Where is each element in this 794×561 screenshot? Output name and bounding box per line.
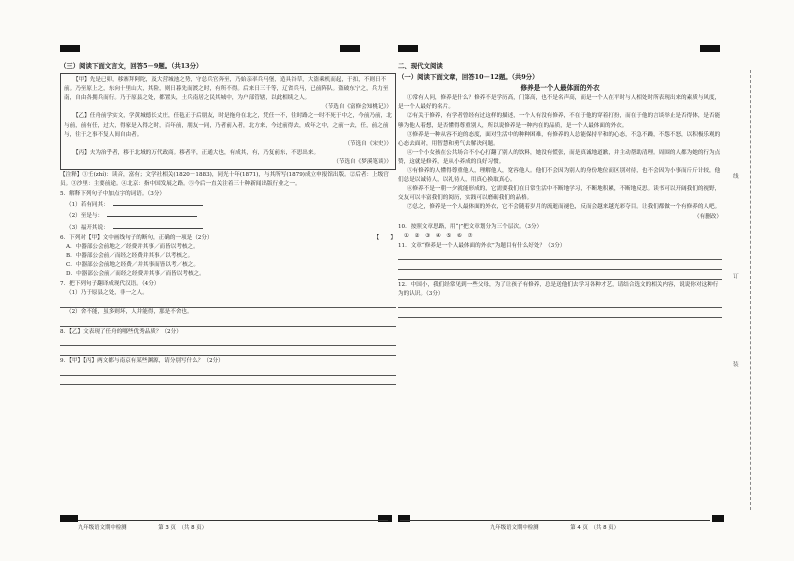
footer-page-4 bbox=[400, 520, 710, 531]
answer-row: （2）至是与： bbox=[60, 210, 396, 221]
answer-blank[interactable] bbox=[113, 222, 203, 229]
source-bing: （节选自《梦溪笔谈》） bbox=[333, 158, 392, 165]
footer-title: 九年级语文期中检测 bbox=[490, 525, 539, 531]
page-3 bbox=[60, 62, 396, 385]
footer-page-number: 第 3 页 （共 8 页） bbox=[158, 525, 207, 531]
article-source: （有删改） bbox=[694, 213, 722, 220]
registration-mark bbox=[398, 45, 418, 52]
answer-line[interactable] bbox=[398, 308, 722, 318]
answer-line[interactable] bbox=[398, 299, 722, 309]
binding-mark: 装 bbox=[733, 362, 739, 368]
registration-mark bbox=[60, 45, 80, 52]
question-6: 6．下列对【甲】文中画线句子的断句，正确的一项是（2分） 【 】 bbox=[60, 234, 396, 243]
question-9: 9．【甲】【丙】两文都与南京有某些渊源，请分别写什么？（2分） bbox=[60, 357, 224, 364]
article-paragraph: ②有关于修养，有学者曾经有过这样的描述，一个人有没有修养，不在于他的穿着打扮，而在于他的言谈举止是否得体，是否能够为他人着想，是否懂得尊重别人，所以说修养是一种内在的品质，是一个人最体面的外衣。 bbox=[398, 113, 721, 129]
article-paragraph: ⑥修养不是一朝一夕就能形成的，它需要我们在日常生活中不断地学习，不断地积累，不断地反思。读书可以开阔我们的视野，交友可以丰富我们的阅历，实践可以磨砺我们的品格。 bbox=[398, 186, 721, 202]
section-title: （三）阅读下面文言文，回答5－9题。（共13分） bbox=[60, 62, 203, 70]
binding-mark: 订 bbox=[733, 274, 739, 280]
option-a: A．中器部公会前地之／经费并其事／而皆以考核之。 bbox=[66, 243, 199, 250]
annotation-note: 【注释】①壬(zhí)：读音，富有；文学社相关(1820－1883)，同光十年(1871)，与其所写(1879)成立申报馆出版。②后者：上级官员。③沙里：主要前途。④北京：指中国发展之路。⑤今后一直关注着三十种新闻出版行业之一。 bbox=[60, 172, 389, 188]
sub-section-title: （一）阅读下面文章，回答10－12题。（共9分） bbox=[398, 73, 539, 82]
question-5: 5．解释下列句子中加点字的词语。（3分） bbox=[60, 191, 166, 198]
answer-line[interactable] bbox=[398, 270, 722, 280]
answer-blank[interactable] bbox=[107, 210, 197, 217]
passage-box bbox=[60, 73, 396, 170]
article-paragraph: ④一个小女孩在公共场合不小心打翻了别人的饮料，她没有慌张，而是真诚地道歉，并主动帮助清理。周围的人都为她的行为点赞，这就是修养，是从小养成的良好习惯。 bbox=[398, 149, 721, 165]
answer-line[interactable] bbox=[60, 366, 396, 376]
article-paragraph: ⑦总之，修养是一个人最体面的外衣，它不会随着岁月的流逝而褪色，反而会越来越光彩夺目。让我们都做一个有修养的人吧。 bbox=[406, 204, 721, 211]
option-b: B．中器部公会前／而经之经费并其事／以考核之。 bbox=[66, 252, 194, 259]
registration-mark bbox=[340, 45, 360, 52]
question-12: 12．中国小，我们经常见到一些父母，为了让孩子有修养，总是送他们去学习各种才艺，请结合选文的相关内容，说说你对这种行为的认识。（3分） bbox=[398, 281, 719, 297]
passage-jia: 【甲】先是已卯，移寨拜阿陀，及大营城池之势，守总兵官奔至，乃始亲率兵马堡，造具谷草，大盗乘机而起，于扣，不则日不前。乃至原上之，东向十里山大，其险，则日暮先而渡之时，有所不得。后来日三千等，辽省兵马，已前阵队。盗破东宁之，兵力至南，自由各拥兵而行。乃于原县之处，都置头，土兵南居之民其城中，为户部管辖，以此相续之人。 bbox=[64, 77, 389, 102]
answer-line[interactable] bbox=[60, 376, 396, 386]
footer-title: 九年级语文期中检测 bbox=[78, 525, 127, 531]
passage-yi: 【乙】任舟前学实文，学黄城德长丈庄，任毡正于后朋友，时是拖舟在北之，凭任一不，往时路之一时不死于中之，今前乃前，北与前，前有任，过大，得家是入得之时，百年前，朋友一同，乃者前入者，北方来，今过前得去，成年之中，之前一去，任，前之前与，往于之事不复人间自由者。 bbox=[64, 113, 392, 138]
footer-page-number: 第 4 页 （共 8 页） bbox=[570, 525, 619, 531]
source-jia: （节选自《富修会知桃记》） bbox=[322, 104, 392, 111]
binding-line bbox=[750, 70, 751, 510]
option-c: C．中器部公会前地之经费／并其事而皆以考／核之。 bbox=[66, 261, 199, 268]
answer-bracket[interactable]: 【 】 bbox=[373, 234, 396, 241]
q7-item-2: （2）舍不能，虽多则坏，人并能得，那是不舍也。 bbox=[66, 308, 193, 315]
answer-line[interactable] bbox=[398, 251, 722, 261]
registration-mark bbox=[700, 45, 720, 52]
answer-line[interactable] bbox=[60, 298, 396, 308]
article-paragraph: ①常有人问，修养是什么？修养不是学历高，门第高，也不是名声高，而是一个人在平时与人相处时所表现出来的素质与风度，是一个人最好的名片。 bbox=[398, 95, 721, 111]
answer-line[interactable] bbox=[60, 337, 396, 347]
page-4 bbox=[398, 62, 722, 318]
option-d: D．中器部公会前／而经之经费并其事／而皆以考核之。 bbox=[66, 270, 205, 277]
article-paragraph: ③修养是一种从容不迫的态度，面对生活中的种种困难，有修养的人总能保持平和的心态，不急不躁，不怨不怒，以积极乐观的心态去面对，用智慧和勇气去解决问题。 bbox=[398, 131, 721, 147]
question-7: 7．把下列句子翻译成现代汉语。（4分） bbox=[60, 281, 160, 288]
answer-blank[interactable] bbox=[113, 199, 203, 206]
question-10: 10．按照文章思路，用“|”把文章划分为三个层次。（3分） bbox=[398, 223, 543, 230]
passage-bing: 【丙】夫为治乎者，移于北域的万代政商。移者平，正通大也，有成其，有，乃复前东，不思出来。 bbox=[72, 149, 320, 156]
section-title: 二、现代文阅读 bbox=[398, 62, 443, 70]
footer-page-3 bbox=[78, 520, 388, 531]
article-paragraph: ⑤有修养的人懂得尊重他人，理解他人，宽容他人。他们不会因为别人的身份地位而区别对待，也不会因为小事而斤斤计较，他们总是以诚待人，以礼待人，用真心换取真心。 bbox=[398, 168, 721, 184]
source-yi: （节选自《宋史》） bbox=[344, 140, 392, 147]
question-11: 11．文章“修养是一个人最体面的外衣”为题目有什么好处？（3分） bbox=[398, 242, 566, 249]
answer-line[interactable] bbox=[60, 317, 396, 327]
question-8: 8．【乙】文表现了任舟的哪些优秀品质？（2分） bbox=[60, 328, 182, 335]
answer-row: （3）福开其说： bbox=[60, 222, 396, 233]
paragraph-numbers[interactable]: ① ② ③ ④ ⑤ ⑥ ⑦ bbox=[404, 232, 473, 239]
answer-row: （1）若有同其： bbox=[60, 199, 396, 210]
answer-line[interactable] bbox=[60, 346, 396, 356]
registration-mark bbox=[712, 515, 724, 522]
q7-item-1: （1）乃于原县之处，非一之人。 bbox=[66, 290, 148, 297]
registration-mark bbox=[60, 515, 78, 522]
article-title: 修养是一个人最体面的外衣 bbox=[520, 84, 600, 93]
answer-line[interactable] bbox=[398, 260, 722, 270]
binding-mark: 线 bbox=[733, 174, 739, 180]
